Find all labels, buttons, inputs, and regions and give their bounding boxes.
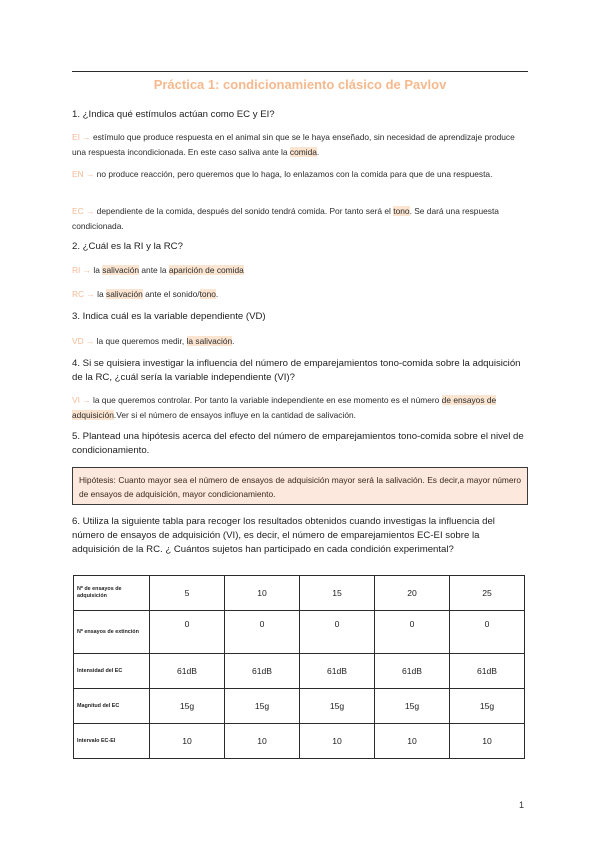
table-cell: 0 bbox=[150, 611, 225, 654]
table-row bbox=[74, 724, 525, 759]
rc-key: RC → bbox=[72, 289, 95, 299]
table-cell: 15 bbox=[300, 576, 375, 611]
vi-pre: la que queremos controlar. Por tanto la variable independiente en ese momento es el número bbox=[90, 395, 442, 405]
ec-text: dependiente de la comida, después del sonido tendrá comida. Por tanto será el bbox=[94, 206, 394, 216]
hypothesis-box: Hipótesis: Cuanto mayor sea el número de ensayos de adquisición mayor será la salivación. Es decir,a mayor número de ensayos de adquisición, mayor condicionamiento. bbox=[72, 467, 528, 505]
table-cell: 10 bbox=[150, 724, 225, 759]
answer-ec bbox=[72, 204, 528, 233]
table-cell: 15g bbox=[300, 689, 375, 724]
rc-pre: la bbox=[94, 289, 106, 299]
table-cell: 10 bbox=[225, 724, 300, 759]
answer-ri bbox=[72, 263, 528, 278]
question-5: 5. Plantead una hipótesis acerca del efecto del número de emparejamientos tono-comida sobre el nivel de condicionamiento. bbox=[72, 431, 524, 456]
question-2: 2. ¿Cuál es la RI y la RC? bbox=[72, 241, 183, 252]
vd-highlight: la salivación bbox=[186, 336, 233, 346]
table-cell: 0 bbox=[450, 611, 525, 654]
question-4: 4. Si se quisiera investigar la influencia del número de emparejamientos tono-comida sobre la adquisición de la RC, ¿cuál sería la variable independiente (VI)? bbox=[72, 358, 521, 383]
question-6: 6. Utiliza la siguiente tabla para recoger los resultados obtenidos cuando investigas la influencia del número de ensayos de adquisición (VI), es decir, el número de emparejamientos EC-EI sobre la adquisición de la RC. ¿ Cuántos sujetos han participado en cada condición experimental? bbox=[72, 516, 495, 555]
ei-highlight: comida bbox=[289, 146, 317, 157]
table-cell: 61dB bbox=[375, 654, 450, 689]
table-cell: 61dB bbox=[225, 654, 300, 689]
ec-key: EC → bbox=[72, 206, 95, 216]
ei-text: estímulo que produce respuesta en el animal sin que se le haya enseñado, sin necesidad de aprendizaje produce una respuesta incondicionada. En este caso saliva ante la bbox=[72, 132, 515, 157]
vi-key: VI → bbox=[72, 395, 91, 405]
header-rule bbox=[72, 71, 528, 72]
table-cell: 15g bbox=[375, 689, 450, 724]
table-cell: 10 bbox=[300, 724, 375, 759]
table-cell: 20 bbox=[375, 576, 450, 611]
table-cell: 61dB bbox=[150, 654, 225, 689]
answer-vi bbox=[72, 393, 528, 422]
ri-mid: ante la bbox=[139, 265, 169, 275]
question-1: 1. ¿Indica qué estímulos actúan como EC y EI? bbox=[72, 109, 275, 120]
table-row bbox=[74, 689, 525, 724]
table-cell: 10 bbox=[225, 576, 300, 611]
ei-key: EI → bbox=[72, 132, 91, 142]
table-row bbox=[74, 576, 525, 611]
vd-pre: la que queremos medir, bbox=[94, 336, 187, 346]
ri-highlight-2: aparición de comida bbox=[168, 265, 244, 275]
row-header: Magnitud del EC bbox=[74, 689, 150, 724]
results-table bbox=[73, 575, 525, 759]
rc-end: . bbox=[215, 289, 219, 299]
ec-end: . Se dará una respuesta condicionada. bbox=[72, 206, 499, 231]
table-cell: 0 bbox=[300, 611, 375, 654]
vi-end: .Ver si el número de ensayos influye en la cantidad de salivación. bbox=[113, 409, 356, 420]
page-title: Práctica 1: condicionamiento clásico de Pavlov bbox=[153, 77, 447, 92]
table-cell: 15g bbox=[150, 689, 225, 724]
ri-key: RI → bbox=[72, 265, 92, 275]
table-cell: 15g bbox=[225, 689, 300, 724]
table-cell: 15g bbox=[450, 689, 525, 724]
page-number: 1 bbox=[519, 800, 525, 810]
ri-highlight-1: salivación bbox=[102, 265, 140, 275]
vd-end: . bbox=[232, 336, 235, 346]
answer-rc bbox=[72, 287, 528, 302]
table-cell: 0 bbox=[225, 611, 300, 654]
rc-highlight-2: tono bbox=[199, 289, 216, 299]
ec-highlight: tono bbox=[393, 206, 410, 216]
answer-ei bbox=[72, 130, 528, 159]
en-text: no produce reacción, pero queremos que lo haga, lo enlazamos con la comida para que de una respuesta. bbox=[94, 169, 493, 179]
table-cell: 61dB bbox=[300, 654, 375, 689]
table-cell: 5 bbox=[150, 576, 225, 611]
table-row bbox=[74, 611, 525, 654]
rc-mid: ante el sonido/ bbox=[142, 289, 200, 299]
row-header: Nº de ensayos de adquisición bbox=[74, 576, 150, 611]
table-cell: 0 bbox=[375, 611, 450, 654]
vd-key: VD → bbox=[72, 336, 95, 346]
rc-highlight-1: salivación bbox=[106, 289, 143, 299]
answer-en bbox=[72, 167, 528, 182]
en-key: EN → bbox=[72, 169, 95, 179]
table-cell: 61dB bbox=[450, 654, 525, 689]
question-3: 3. Indica cuál es la variable dependiente (VD) bbox=[72, 311, 266, 322]
answer-vd bbox=[72, 334, 528, 349]
table-cell: 10 bbox=[375, 724, 450, 759]
row-header: Intensidad del EC bbox=[74, 654, 150, 689]
ri-pre: la bbox=[91, 265, 103, 275]
ei-end: . bbox=[316, 146, 320, 157]
vi-highlight: de ensayos de adquisición bbox=[72, 395, 497, 420]
row-header: Nº ensayos de extinción bbox=[74, 611, 150, 654]
table-cell: 10 bbox=[450, 724, 525, 759]
row-header: Intervalo EC-EI bbox=[74, 724, 150, 759]
table-cell: 25 bbox=[450, 576, 525, 611]
table-row bbox=[74, 654, 525, 689]
